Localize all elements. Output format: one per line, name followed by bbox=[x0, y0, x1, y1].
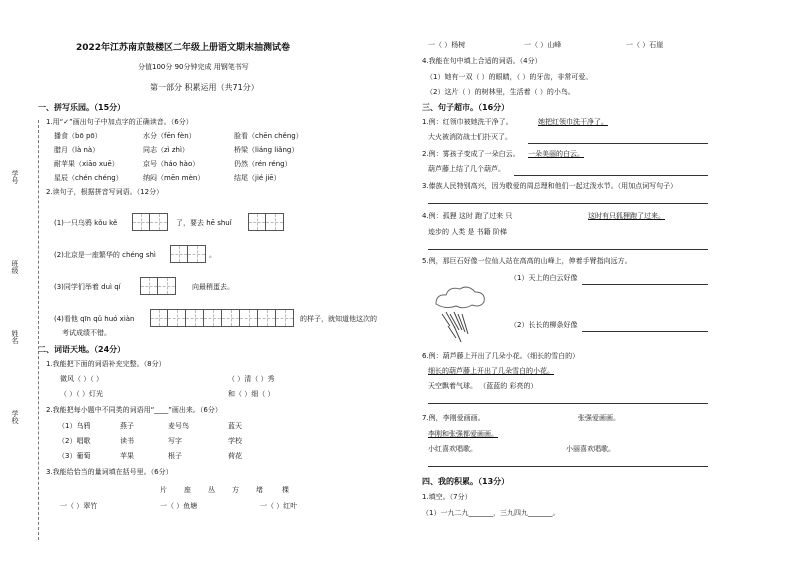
example-3: 3.傣族人民特别高兴，因为敬爱的周总理和他们一起过泼水节。（用加点词写句子） bbox=[422, 182, 678, 190]
writing-grid-5[interactable] bbox=[150, 309, 294, 327]
measure-top-1: 一（ ）杨树 bbox=[428, 41, 466, 49]
section-two-heading: 二、词语天地。（24分） bbox=[38, 345, 126, 354]
measure-word-3: 丛 bbox=[208, 486, 215, 494]
classify-1-c: 麦号鸟 bbox=[168, 422, 189, 430]
classify-2-a: （2）唱歌 bbox=[58, 437, 91, 445]
measure-fill-2: 一（ ）鱼塘 bbox=[160, 502, 198, 510]
example-7-prompt-b: 小丽喜欢唱歌。 bbox=[566, 445, 615, 453]
answer-line-3[interactable] bbox=[428, 203, 708, 204]
pinyin-r3c2: 京号（háo hào） bbox=[143, 160, 200, 168]
pinyin-r2c1: 腊月（là nà） bbox=[54, 146, 100, 154]
example-2-answer: 一朵美丽的白云。 bbox=[528, 150, 584, 158]
example-5-2: （2）长长的柳条好像 bbox=[510, 321, 578, 329]
writing-grid-3[interactable] bbox=[170, 245, 206, 263]
question-fill: 1.填空。（7分） bbox=[422, 493, 472, 501]
classify-3-a: （3）葡萄 bbox=[58, 452, 91, 460]
measure-word-6: 棵 bbox=[282, 486, 289, 494]
writing-grid-1[interactable] bbox=[132, 213, 168, 231]
example-1-prompt: 大火被消防战士们扑灭了。 bbox=[428, 133, 512, 141]
word-fill-3: （ ）（ ）灯光 bbox=[60, 390, 103, 398]
example-7: 7.例，李刚爱画画。 bbox=[422, 414, 485, 422]
example-1: 1.例：红领巾被她洗干净了。 bbox=[422, 118, 513, 126]
exam-meta: 分值100分 90分钟完成 用钢笔书写 bbox=[138, 63, 249, 71]
measure-word-4: 方 bbox=[232, 486, 239, 494]
sentence-4-start: (4)看他 qīn qǔ huó xiàn bbox=[54, 315, 135, 323]
side-label-school: 学校 bbox=[11, 410, 19, 424]
sentence-2-end: 。 bbox=[209, 251, 216, 259]
example-4-prompt: 迹步的 人类 是 书籍 阶梯 bbox=[428, 228, 507, 236]
answer-line-6[interactable] bbox=[582, 331, 708, 332]
question-4: 2.我能把每小题中不同类的词语用“____”画出来。（6分） bbox=[46, 406, 222, 414]
pinyin-r1c2: 水分（fēn fèn） bbox=[143, 132, 196, 140]
rain-streaks bbox=[442, 312, 468, 342]
word-fill-2: （ ）清（ ）秀 bbox=[228, 375, 275, 383]
side-label-student-id: 学号 bbox=[11, 170, 19, 184]
measure-top-3: 一（ ）石崖 bbox=[626, 41, 664, 49]
answer-line-1[interactable] bbox=[528, 143, 708, 144]
question-2: 2.读句子，根据拼音写词语。（12分） bbox=[46, 188, 164, 196]
sentence-1-start: (1)一只乌鸦 kǒu kě bbox=[54, 219, 118, 227]
pinyin-r3c1: 耐苹果（xiāo xuē） bbox=[54, 160, 119, 168]
answer-line-4[interactable] bbox=[428, 249, 708, 250]
sentence-4-end: 考试成绩不错。 bbox=[62, 329, 111, 337]
section-four-heading: 四、我的积累。（13分） bbox=[422, 477, 510, 486]
exam-title: 2022年江苏南京鼓楼区二年级上册语文期末抽测试卷 bbox=[76, 43, 291, 53]
measure-word-5: 堵 bbox=[256, 486, 263, 494]
question-3: 1.我能把下面的词语补充完整。（8分） bbox=[46, 360, 166, 368]
pinyin-r1c1: 播食（bō pō） bbox=[54, 132, 102, 140]
question-5: 3.我能给恰当的量词填在括号里。（6分） bbox=[46, 468, 173, 476]
example-6-prompt: 天空飘着气球。 （蓝蓝的 彩亮的） bbox=[428, 382, 538, 390]
answer-line-7[interactable] bbox=[428, 403, 708, 404]
measure-top-2: 一（ ）山峰 bbox=[524, 41, 562, 49]
classify-2-c: 写字 bbox=[168, 437, 182, 445]
side-label-class: 班级 bbox=[11, 260, 19, 274]
example-2-prompt: 葫芦藤上结了几个葫芦。 bbox=[428, 165, 505, 173]
answer-line-5[interactable] bbox=[582, 284, 708, 285]
example-5: 5.例，那巨石好像一位仙人站在高高的山峰上，伸着手臂指向远方。 bbox=[422, 257, 632, 265]
pinyin-r2c3: 桥梁（liáng liǎng） bbox=[234, 146, 299, 154]
part-one-heading: 第一部分 积累运用（共71分） bbox=[150, 83, 259, 92]
example-1-answer: 她把红领巾洗干净了。 bbox=[538, 118, 608, 126]
sentence-2-start: (2)北京是一座繁华的 chéng shì bbox=[54, 251, 156, 259]
example-4-answer: 这时有只狐狸跑了过来。 bbox=[588, 212, 665, 220]
sentence-4-mid: 的样子，就知道他这次的 bbox=[300, 315, 377, 323]
writing-grid-2[interactable] bbox=[248, 213, 284, 231]
classify-2-d: 学校 bbox=[228, 437, 242, 445]
pinyin-r1c3: 脸看（chēn chěng） bbox=[234, 132, 303, 140]
side-label-name: 姓名 bbox=[11, 330, 19, 344]
answer-line-2[interactable] bbox=[514, 175, 708, 176]
measure-word-1: 片 bbox=[160, 486, 167, 494]
cloud-rain-illustration bbox=[428, 280, 498, 350]
section-three-heading: 三、句子超市。（16分） bbox=[422, 103, 510, 112]
pinyin-r4c1: 星辰（chén chéng） bbox=[54, 174, 123, 182]
pinyin-r4c2: 纳闷（mēn mèn） bbox=[143, 174, 205, 182]
pinyin-r3c3: 仍然（rén réng） bbox=[234, 160, 292, 168]
classify-1-d: 蓝天 bbox=[228, 422, 242, 430]
question-6-2: （2）这片（ ）的树林里，生活着（ ）的小鸟。 bbox=[426, 88, 575, 96]
classify-1-a: （1）乌鸦 bbox=[58, 422, 91, 430]
writing-grid-4[interactable] bbox=[140, 277, 176, 295]
sentence-3-end: 向最稍蛋去。 bbox=[192, 283, 234, 291]
answer-line-8[interactable] bbox=[428, 466, 708, 467]
example-5-1: （1）天上的白云好像 bbox=[510, 274, 578, 282]
section-one-heading: 一、拼写乐园。（15分） bbox=[38, 103, 126, 112]
classify-1-b: 燕子 bbox=[120, 422, 134, 430]
question-1: 1.用“✓”画出句子中加点字的正确读音。（6分） bbox=[46, 118, 193, 126]
classify-3-b: 苹果 bbox=[120, 452, 134, 460]
pinyin-r4c3: 结尾（jié jiē） bbox=[234, 174, 281, 182]
measure-word-2: 座 bbox=[184, 486, 191, 494]
example-4: 4.例：孤狸 这时 跑了过来 只 bbox=[422, 212, 513, 220]
classify-3-d: 荷花 bbox=[228, 452, 242, 460]
measure-fill-1: 一（ ）翠竹 bbox=[60, 502, 98, 510]
word-fill-4: 和（ ）细（ ） bbox=[228, 390, 275, 398]
question-6: 4.我能在句中填上合适的词语。（4分） bbox=[422, 57, 542, 65]
classify-2-b: 读书 bbox=[120, 437, 134, 445]
cloud-shape bbox=[436, 287, 484, 308]
binding-line bbox=[38, 120, 39, 540]
example-7-answer: 李刚和张强都爱画画。 bbox=[428, 430, 498, 438]
classify-3-c: 根子 bbox=[168, 452, 182, 460]
example-7-prompt-a: 小红喜欢唱歌。 bbox=[428, 445, 477, 453]
question-fill-1: （1）一九二九_______，三九四九_______。 bbox=[422, 509, 560, 517]
sentence-3-start: (3)同学们举着 duì qí bbox=[54, 283, 121, 291]
question-6-1: （1）她有一双（ ）的眼睛，（ ）的牙齿，非常可爱。 bbox=[426, 73, 593, 81]
word-fill-1: 微风（ ）（ ） bbox=[60, 375, 103, 383]
example-6-answer: 细长的葫芦藤上开出了几朵雪白的小花。 bbox=[428, 367, 554, 375]
example-7-b: 张强爱画画。 bbox=[578, 414, 620, 422]
pinyin-r2c2: 同志（zì zhì） bbox=[143, 146, 189, 154]
sentence-1-mid: 了，要去 hē shuǐ bbox=[176, 219, 232, 227]
example-2: 2.例：雾孩子变成了一朵白云。 bbox=[422, 150, 520, 158]
measure-fill-3: 一（ ）红叶 bbox=[260, 502, 298, 510]
example-6: 6.例：葫芦藤上开出了几朵小花。（细长的雪白的） bbox=[422, 352, 580, 360]
